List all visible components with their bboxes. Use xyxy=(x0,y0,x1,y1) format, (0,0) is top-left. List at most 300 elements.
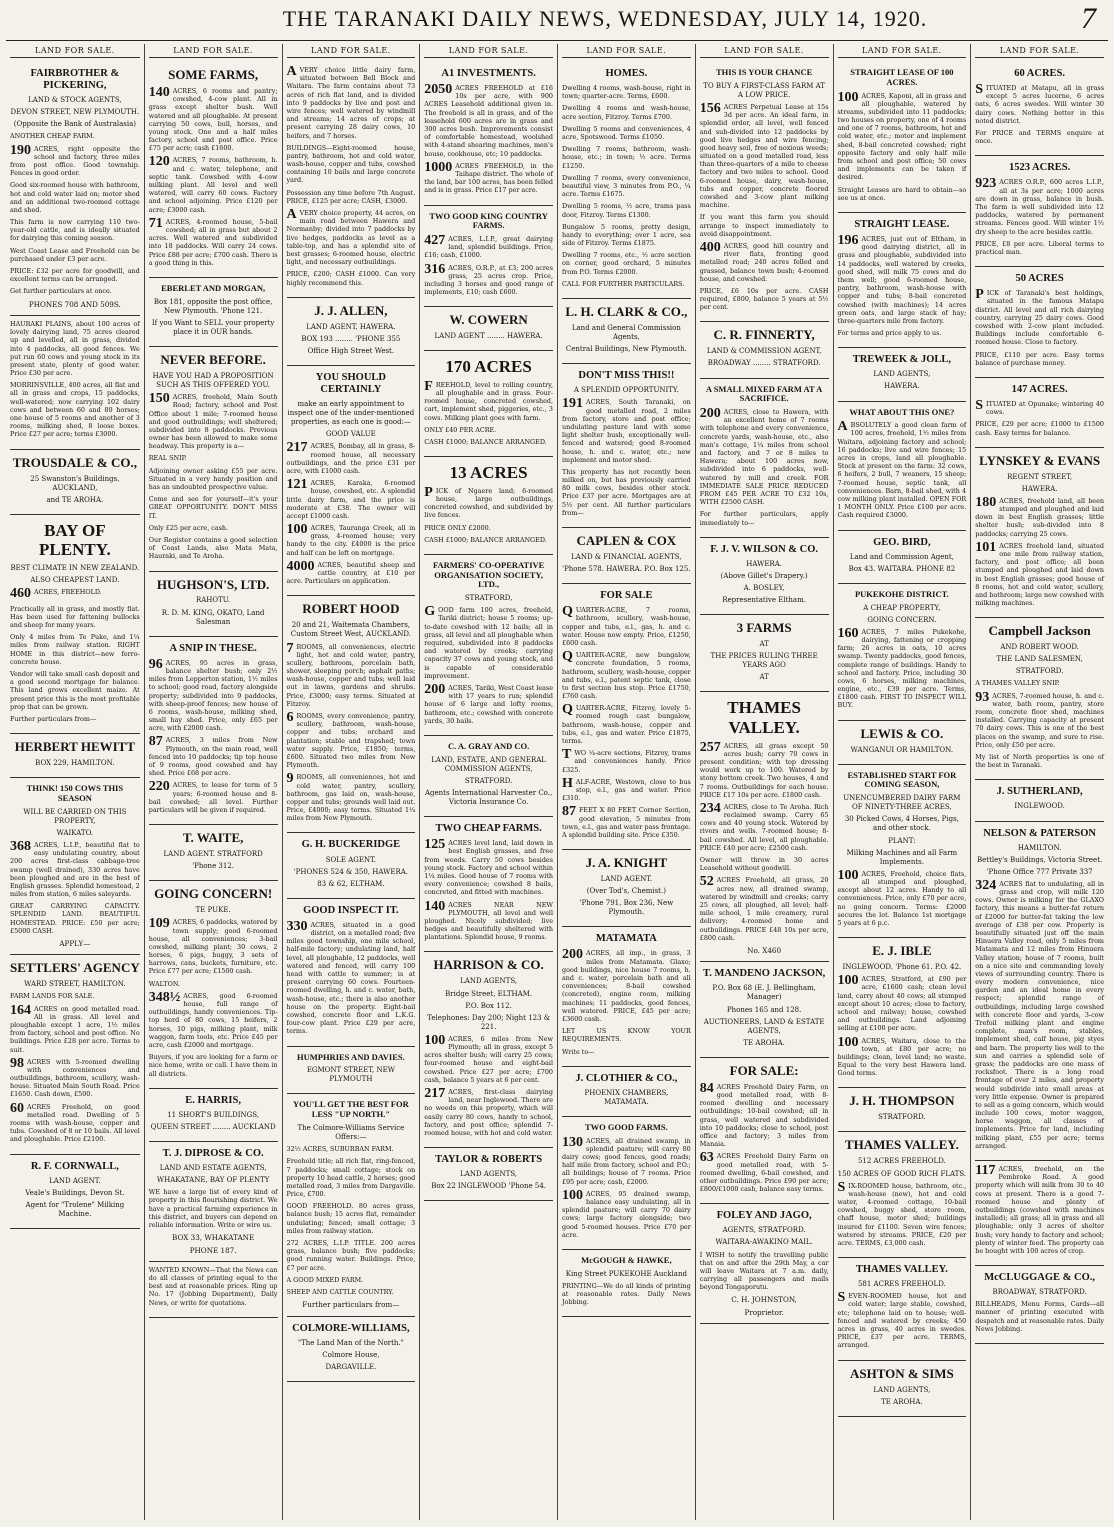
listing-text: Write to— xyxy=(562,1047,595,1056)
listing-text: ACRES with 5-roomed dwelling with conveniences and outbuildings, bathroom, scullery, wash-house. Situated Main South Road. Price £1650. Cash down, £500. xyxy=(10,1057,140,1099)
listing-lead-figure: 100 xyxy=(424,1032,446,1048)
listing-text: GOOD FREEHOLD. 80 acres grass, balance bush; 15 acres flat, remainder undulating; fenced; small cottage; 3 miles from railway station. xyxy=(286,1202,416,1235)
advertisement xyxy=(562,364,691,528)
listing-text: IX-ROOMED house, bathroom, etc., wash-house (new), hot and cold water, 4-roomed cottage, 10-bail cowshed, buggy shed, store room, chaff house, motor shed; buildings insured for £1100. Seven wire fences; watered by streams. PRICE, £20 per acre. TERMS, £3,000 cash. xyxy=(837,1181,967,1247)
listing-lead-figure: 125 xyxy=(424,837,446,853)
advertisement xyxy=(287,596,416,833)
advertisement xyxy=(838,1361,967,1417)
listing-item xyxy=(424,261,553,297)
listing-text: ACRES, Tauranga Creek, all in grass, 4-roomed house; very handy to the city. £4000 is the price and half can be left on mortgage. xyxy=(286,524,416,557)
listing-text: ACRES Freehold Dairy Farm, on good metalled road, with 8-roomed dwelling and necessary outbuildings; 10-bail cowshed; all in grass, well watered and subdivided into 10 paddocks; close to school, post office and factory; 3 miles from Manaia. xyxy=(699,1082,829,1149)
listing-item xyxy=(149,467,278,492)
ad-subheading: HAWERA. xyxy=(884,382,920,391)
ad-heading: COLMORE-WILLIAMS, xyxy=(292,1322,410,1334)
listing-lead-figure: 196 xyxy=(837,233,859,249)
ad-subheading: LAND AGENTS, xyxy=(873,1385,931,1394)
ad-subheading: STRATFORD, xyxy=(464,594,513,603)
ad-subheading: LAND AGENT. STRATFORD xyxy=(163,850,263,859)
ad-heading: NELSON & PATERSON xyxy=(983,827,1097,839)
listing-lead-figure: T xyxy=(562,747,572,763)
listing-lead-figure: 100 xyxy=(562,1187,583,1203)
ad-subheading: HAWERA. xyxy=(1021,484,1058,493)
listing-item xyxy=(287,1288,416,1296)
advertisement xyxy=(838,1258,967,1360)
listing-item xyxy=(975,679,1104,687)
advertisement xyxy=(975,267,1104,378)
ad-footer-line: Proprietor. xyxy=(744,1307,784,1317)
advertisement xyxy=(424,736,553,817)
ad-heading: 1523 ACRES. xyxy=(1008,162,1071,174)
advertisement xyxy=(149,62,278,278)
listing-text: ICK of Taranaki's best holdings, situated in the famous Matapu district. All level and all rich dairying country, carrying 25 dairy cows. Good cowshed with 2-cow plant included. Buildings include comfortable 6-roomed house. Close to factory. xyxy=(975,289,1104,347)
listing-lead-figure: 130 xyxy=(562,1134,583,1150)
listing-lead-figure: 120 xyxy=(148,154,170,170)
listing-item xyxy=(562,1282,691,1307)
listing-item xyxy=(562,125,691,141)
column-4 xyxy=(419,44,557,1520)
listing-item xyxy=(838,235,967,325)
listing-item xyxy=(562,145,691,170)
listing-text: UARTER-ACRE, 7 rooms, bathroom, scullery, wash-house, copper and tubs, e.l., gas, h. and c. water. House now empty. Price, £1250, £600 cash. xyxy=(562,606,691,647)
listing-item xyxy=(424,839,553,896)
advertisement xyxy=(700,692,829,962)
advertisement xyxy=(700,379,829,538)
advertisement xyxy=(700,615,829,692)
listing-lead-figure: 4000 xyxy=(286,558,315,574)
ad-subheading: TE AROHA. xyxy=(743,1038,785,1047)
listing-item xyxy=(10,670,140,711)
listing-item xyxy=(424,378,553,422)
ad-heading: THAMES VALLEY. xyxy=(844,1137,959,1153)
ad-subheading: EGMONT STREET, NEW PLYMOUTH xyxy=(306,1066,395,1084)
listing-item xyxy=(562,223,691,248)
listing-text: WO ¼-acre sections, Fitzroy, trams and conveniences handy. Price £325. xyxy=(562,749,691,774)
advertisement xyxy=(838,531,967,584)
listing-text: ACRES, Bombay, all in grass, 8-roomed house, all necessary outbuildings, and the price £31 per acre, with £1000 cash. xyxy=(286,442,416,475)
ad-subheading: A CHEAP PROPERTY, xyxy=(863,603,941,612)
ad-heading: STRAIGHT LEASE OF 100 ACRES. xyxy=(850,67,954,87)
listing-text: FEET X 80 FEET Corner Section, good elevation, 5 minutes from town, e.l., gas and water pass frontage. A splendid building site. Price £350. xyxy=(562,806,691,839)
listing-item xyxy=(149,918,278,975)
listing-text: ACRES, 95 drained swamp, balance easy undulating, all in splendid pasture; will carry 70 dairy cows; large factory alongside; two good 5-roomed houses. Price £70 per acre. xyxy=(562,1189,691,1239)
listing-item xyxy=(10,715,140,723)
listing-lead-figure: 427 xyxy=(424,233,446,249)
listing-item xyxy=(699,239,829,283)
listing-text: ITUATED at Opunake; wintering 40 cows. xyxy=(986,399,1104,417)
advertisement xyxy=(700,1058,829,1204)
listing-text: ACRES, 6 miles from New Plymouth; all in grass, except 5 acres shelter bush; will carry 25 cows; four-roomed house and eight-bail cowshed. Price £27 per acre; £700 cash, balance 5 years at 6 per cent. xyxy=(424,1034,553,1084)
ad-subheading: Box 181, opposite the post office, New Plymouth. 'Phone 121. xyxy=(153,297,273,315)
ad-subheading: BOX 229, HAMILTON. xyxy=(35,759,115,768)
listing-text: ACRES, situated in a good district, on a metalled road; five miles good township, one mile school, half-mile factory; undulating land, half level, all ploughable, 12 paddocks, well watered and fenced, will carry 100 head with cattle to summer; is at present carrying 60 cows. Fourteen-roomed dwelling, h. and c. water, bath, wash-house, etc.; there is also another house on the property. Eight-bail cowshed, concrete floor and L.K.G. four-cow plant. Price £29 per acre, terms. xyxy=(286,920,416,1036)
ad-subheading: If you Want to SELL your property place it in OUR hands. xyxy=(151,318,275,336)
ad-heading: DON'T MISS THIS!! xyxy=(578,370,675,382)
listing-item xyxy=(286,918,416,1036)
listing-item xyxy=(837,867,967,927)
listing-lead-figure: 100 xyxy=(837,1034,859,1050)
listing-lead-figure: P xyxy=(424,484,433,500)
ad-subheading: 'Phone 791, Box 236, New Plymouth. xyxy=(579,899,674,917)
listing-lead-figure: 460 xyxy=(10,586,31,602)
listing-lead-figure: 100 xyxy=(837,867,859,883)
listing-lead-figure: 71 xyxy=(148,215,163,231)
listing-item xyxy=(424,426,553,434)
listing-item xyxy=(10,218,140,243)
listing-lead-figure: S xyxy=(837,1290,846,1306)
ad-subheading: AGENTS, STRATFORD. xyxy=(722,1226,806,1235)
listing-text: ACRES, just out of Eltham, in good dairying district, all in grass and ploughable, subdivided into 14 paddocks, well watered by creeks, good shed, will milk 75 cows and do them well; good 6-roomed house, pantry, bathroom, wash-house with copper and tubs; 8-bail concreted cowshed (with machines); 14 acres green oats, and large stack of hay; three-quarters mile from factory. xyxy=(837,235,967,325)
ad-subheading: Land and Commission Agent, xyxy=(849,552,954,561)
listing-text: PRICE, £29 per acre; £1000 to £1500 cash. Easy terms for balance. xyxy=(975,420,1104,437)
listing-lead-figure: H xyxy=(562,775,573,791)
ad-heading: FARMERS' CO-OPERATIVE ORGANISATION SOCIETY, LTD., xyxy=(432,559,545,590)
listing-lead-figure: 98 xyxy=(10,1055,24,1071)
listing-text: ACRES, 7 rooms, bathroom, h. and c. water, telephone, and septic tank. Cowshed with 4-cow milking plant. All level and well watered, will carry 60 cows. Factory and school adjoining. Price £120 per acre; £3000 cash. xyxy=(148,156,278,214)
ad-subheading: BROADWAY ........ STRATFORD. xyxy=(707,359,821,368)
ad-subheading: UNENCUMBERED DAIRY FARM OF NINETY-THREE ACRES, xyxy=(843,794,961,812)
ad-subheading: INGLEWOOD. 'Phone 61. P.O. 42. xyxy=(842,963,962,972)
listing-item xyxy=(837,89,967,182)
listing-item xyxy=(10,605,140,630)
ad-subheading: make an early appointment to inspect one of the under-mentioned properties, as each one is good:— xyxy=(287,400,415,427)
listing-item xyxy=(10,1055,140,1099)
ad-subheading: A. BOSLEY, xyxy=(743,583,785,592)
listing-text: ROOMS, every convenience, pantry, scullery, bathroom, wash-house, copper and tubs; orchard and plantation; stable and trapshed; town water supply. Price, £1850; terms, £600. Situated two miles from New Plymouth. xyxy=(286,712,416,770)
listing-item xyxy=(424,898,553,942)
advertisement xyxy=(424,307,553,351)
column-6 xyxy=(695,44,833,1520)
listing-lead-figure: 220 xyxy=(148,779,170,795)
listing-text: REEHOLD, level to rolling country, all ploughable and in grass. Four-roomed house, concreted cowshed, cart, implement shed, piggeries, etc., 3 cows. Milking plant goes with farm. xyxy=(424,380,553,422)
ad-heading: BAY OF PLENTY. xyxy=(39,520,111,560)
listing-text: ACRES, 3 miles from New Plymouth, on the main road, well fenced into 10 paddocks; tip top house of 9 rooms, good cowshed and hay shed. Price £68 per acre. xyxy=(148,736,278,778)
listing-item xyxy=(149,1188,278,1229)
ad-heading: HUMPHRIES AND DAVIES. xyxy=(296,1051,405,1062)
ad-subheading: PLANT: xyxy=(888,836,916,845)
listing-text: Dwelling 4 rooms and wash-house, acre section, Fitzroy. Terms £700. xyxy=(562,104,691,121)
listing-item xyxy=(286,558,416,586)
listing-item xyxy=(424,159,553,195)
listing-text: HAURAKI PLAINS, about 100 acres of lovely dairying land, 75 acres cleared up and levelled, all in grass, divided into 4 paddocks, all good fences. We put run 60 cows and young stock in its present state, plenty of good water. Price £30 per acre. xyxy=(10,319,140,378)
ad-heading: THAMES VALLEY. xyxy=(727,698,801,738)
ad-heading: 13 ACRES xyxy=(449,463,528,483)
advertisement xyxy=(10,62,140,316)
listing-text: ACRES, L.I.P., great dairying land, splendid buildings. Price, £16; cash, £1000. xyxy=(424,235,553,260)
listing-item xyxy=(699,739,829,799)
page-number: 7 xyxy=(1081,2,1096,35)
listing-item xyxy=(149,524,278,532)
ad-subheading: Land and General Commission Agents, xyxy=(571,323,681,342)
ad-subheading: LAND AGENTS, xyxy=(460,977,518,986)
listing-item xyxy=(699,800,829,852)
advertisement xyxy=(975,448,1104,619)
ad-subheading: RAHOTU. xyxy=(195,596,231,605)
listing-text: ACRES, Tariki, West Coast lease with 17 years to run; splendid house of 6 large and lofty rooms, bathroom, etc.; cowshed with concrete yards, 30 bails. xyxy=(424,683,553,725)
advertisement xyxy=(838,213,967,348)
ad-heading: TAYLOR & ROBERTS xyxy=(435,1154,543,1166)
ad-subheading: LAND & STOCK AGENTS, xyxy=(28,96,122,105)
ad-subheading: LAND, ESTATE, AND GENERAL COMMISSION AGENTS, xyxy=(431,755,546,773)
listing-text: PRICE ONLY £2000. xyxy=(424,523,491,532)
listing-text: PRICE, £200; CASH £1000. Can very highly recommend this. xyxy=(286,270,416,287)
column-8 xyxy=(970,44,1108,1520)
listing-item xyxy=(700,856,829,872)
listing-text: Adjoining owner asking £55 per acre. Situated in a very handy position and has an undoubted prospective value. xyxy=(148,466,278,492)
ad-heading: C. A. GRAY AND CO. xyxy=(447,740,530,751)
ad-footer-line: APPLY— xyxy=(59,939,91,949)
listing-text: ACRES Freehold, on good metalled road. Dwelling of 5 rooms with wash-house, copper and tubs. Cowshed of 8 or 10 bails. All level and ploughable. Price £2100. xyxy=(10,1102,140,1144)
listing-text: West Coast Lease and Freehold can be purchased under £3 per acre. xyxy=(10,246,140,263)
ad-subheading: AT xyxy=(759,673,769,682)
listing-item xyxy=(287,144,416,185)
advertisement xyxy=(700,538,829,615)
ad-heading: GOOD INSPECT IT. xyxy=(303,904,399,916)
listing-text: PRICE, £8 per acre. Liberal terms to practical man. xyxy=(975,239,1104,256)
listing-item xyxy=(562,606,691,647)
ad-subheading: THE LAND SALESMEN, xyxy=(996,655,1083,664)
ad-heading: Campbell Jackson xyxy=(988,623,1091,639)
listing-text: I WISH to notify the travelling public that on and after the 29th May, a car will leave Waitara at 7 a.m. daily, carrying all passengers and mails beyond Tongaporutu. xyxy=(699,1250,829,1292)
ad-subheading: King Street PUKEKOHE Auckland xyxy=(565,1269,687,1278)
ad-subheading: AUCTIONEERS, LAND & ESTATE AGENTS, xyxy=(703,1017,825,1035)
listing-item xyxy=(287,1202,416,1235)
listing-text: GREAT CARRYING CAPACITY. SPLENDID LAND. BEAUTIFUL HOMESTEAD. PRICE: £50 per acre; £5000 CASH. xyxy=(10,902,140,935)
ad-subheading: (Over Tod's, Chemist.) xyxy=(586,887,666,896)
listing-text: Vendor will take small cash deposit and a good second mortgage for balance. This land grows excellent maize. At present price this is the most profitable prop that can be grown. xyxy=(10,669,140,711)
listing-text: ACRES, 95 acres in grass, balance shelter bush; only 2½ miles from Lepperton station, 1½ miles to school; good road, factory alongside property; subdivided into 9 paddocks, with sheep-proof fences; new house of 6 rooms, wash-house, milking shed, small hay shed. Price, only £65 per acre, with £2000 cash. xyxy=(148,658,278,733)
listing-item xyxy=(10,1100,140,1144)
listing-item xyxy=(562,749,691,774)
listing-item xyxy=(287,479,416,520)
listing-item xyxy=(837,1179,967,1248)
ad-heading: E. J. IBLE xyxy=(872,943,932,959)
listing-text: ACRES Perpetual Lease at 15s 3d per acre. An ideal farm, in splendid order, all level, well fenced and sub-divided into 12 paddocks by good live hedges and wire fencing; good heavy soil, free of noxious weeds; situated on a good metalled road, less than three-quarters of a mile to cheese factory and two miles to school. Good 6-roomed house, dairy, wash-house, tubs and copper, concrete floored cowshed and 3-cow plant milking machine. xyxy=(699,102,829,210)
listing-text: ACRES, L.I.P., beautiful flat to easy undulating country, about 200 acres first-class cabbage-tree swamp (well drained), 330 acres have been ploughed and are in the best of English grasses. Splendid homestead, 2 miles from station, 6 miles saleyards. xyxy=(10,840,140,899)
advertisement xyxy=(838,348,967,401)
advertisement xyxy=(975,62,1104,156)
listing-item xyxy=(562,1187,691,1239)
listing-item xyxy=(10,132,140,140)
listing-item xyxy=(10,838,140,899)
ad-subheading: (Above Gillet's Drapery.) xyxy=(720,571,808,580)
listing-lead-figure: 100 xyxy=(837,973,859,989)
ad-heading: FOLEY AND JAGO, xyxy=(716,1210,812,1222)
ad-heading: SETTLERS' AGENCY xyxy=(10,960,140,976)
advertisement xyxy=(975,1266,1104,1344)
advertisement xyxy=(975,378,1104,448)
listing-item xyxy=(838,421,967,519)
listing-item xyxy=(287,66,416,140)
ad-subheading: GOOD VALUE xyxy=(325,430,376,439)
listing-text: ACRES, all drained swamp, in splendid pasture; will carry 80 dairy cows; good fences, good roads; half mile from factory, school and P.O.; all buildings; house of 7 rooms. Price £95 per acre; cash, £2000. xyxy=(562,1136,691,1186)
listing-item xyxy=(700,408,829,506)
listing-item xyxy=(149,536,278,561)
advertisement xyxy=(10,778,140,955)
listing-text: Our Register contains a good selection of Coast Lands, also Mata Mata, Hauraki, and Te Aroha. xyxy=(148,535,278,561)
listing-text: ACRES FREEHOLD, in the Taihape district. The whole of the land, bar 100 acres, has been felled and is in grass. Price £17 per acre. xyxy=(424,161,553,195)
listing-text: CALL FOR FURTHER PARTICULARS. xyxy=(562,279,685,288)
ad-subheading: QUEEN STREET ........ AUCKLAND xyxy=(150,1122,276,1131)
listing-item xyxy=(975,420,1104,436)
listing-item xyxy=(562,1027,691,1043)
advertisement xyxy=(287,62,416,298)
advertisement xyxy=(838,938,967,1088)
listing-item xyxy=(562,806,691,839)
listing-lead-figure: 117 xyxy=(975,1163,996,1179)
listing-text: Only 4 miles from Te Puke, and 1¼ miles from railway station. RIGHT HOME in this district—new ferro-concrete house. xyxy=(10,633,140,666)
listing-item xyxy=(149,393,278,450)
listing-lead-figure: 60 xyxy=(10,1100,24,1116)
ad-heading: 3 FARMS xyxy=(736,620,792,636)
ad-subheading: P.O. Box 68 (E. J. Bellingham, Manager) xyxy=(712,984,816,1002)
listing-item xyxy=(287,773,416,822)
listing-text: ACRES, Kaponi, all in grass and all ploughable, watered by streams, subdivided into 11 paddocks; two houses on property, one of 4 rooms and one of 7 rooms, bathroom, hot and cold water, etc.; motor and implement shed, 8-bail concreted cowshed; right opposite factory and only half mile from school and post office; 50 cows and implements can be taken if desired. xyxy=(837,91,967,182)
ad-footer-line: BOX 33, WHAKATANE xyxy=(172,1233,255,1243)
advertisement xyxy=(287,1094,416,1316)
listing-item xyxy=(975,753,1104,769)
column-1 xyxy=(6,44,144,1520)
ad-subheading: TE AROHA. xyxy=(881,1397,923,1406)
listing-text: ROOMS, all conveniences, hot and cold water, pantry, scullery, bathroom, gas laid on, wash-house, copper and tubs; grounds well laid out. Price, £4000; easy terms. Situated 1¼ miles from New Plymouth. xyxy=(286,773,416,823)
column-heading: LAND FOR SALE. xyxy=(287,46,416,58)
listing-text: ACRES O.R.P., 600 acres L.I.P., all at 3s per acre; 1000 acres are down in grass, balance in bush. The farm is well subdivided into 12 paddocks, watered by permanent streams. Fences good. Will winter 1½ dry sheep to the acre besides cattle. xyxy=(975,178,1104,236)
listing-text: ACRES, FREEHOLD. xyxy=(34,588,102,597)
listing-text: ITUATED at Matapu, all in grass except 5 acres lucerne, 6 acres oats, 6 acres swedes. Will winter 30 dairy cows. Nothing better in this noted district. xyxy=(975,84,1104,125)
ad-footer-line: PHONES 708 AND 509S. xyxy=(28,299,121,309)
listing-lead-figure: Q xyxy=(562,649,573,665)
ad-subheading: HAVE YOU HAD A PROPOSITION SUCH AS THIS OFFERED YOU. xyxy=(152,371,274,390)
listing-lead-figure: 101 xyxy=(975,539,997,555)
ad-heading: J. SUTHERLAND, xyxy=(996,786,1083,798)
ad-subheading: Phones 165 and 128. xyxy=(726,1005,802,1014)
listing-item xyxy=(149,1266,278,1307)
advertisement xyxy=(10,1155,140,1229)
listing-item xyxy=(838,975,967,1032)
ad-subheading: 'Phone 312. xyxy=(192,862,235,871)
listing-item xyxy=(975,84,1104,125)
listing-text: Good six-roomed house with bathroom, hot and cold water laid on; motor shed and an additional two-roomed cottage and shed. xyxy=(10,181,140,214)
ad-subheading: Veale's Buildings, Devon St. xyxy=(25,1188,125,1197)
ad-subheading: BEST CLIMATE IN NEW ZEALAND. xyxy=(10,563,140,572)
listing-text: For PRICE and TERMS enquire at once. xyxy=(975,129,1104,146)
listing-text: PRICE, £110 per acre. Easy terms balance of purchase money. xyxy=(975,350,1104,367)
ad-subheading: WARD STREET, HAMILTON. xyxy=(24,980,126,989)
listing-text: OOD farm 100 acres, freehold, Tariki district; house 5 rooms; up-to-date cowshed with 12 bails; all in grass, all level and all ploughable when required, subdivided into 8 paddocks and watered by creeks; carrying capacity 37 cows and young stock, and is capable of considerable improvement. xyxy=(424,606,553,680)
listing-item xyxy=(10,588,140,601)
listing-text: Bungalow 5 rooms, pretty design, handy to everything; over 1 acre, sea side of Fitzroy. Terms £1875. xyxy=(562,222,691,248)
advertisement xyxy=(424,457,553,555)
listing-lead-figure: S xyxy=(975,82,984,98)
ad-heading: McGOUGH & HAWKE, xyxy=(581,1254,672,1265)
listing-text: Further particulars from— xyxy=(10,714,97,723)
listing-text: 32½ ACRES, SUBURBAN FARM. xyxy=(286,1145,394,1154)
listing-item xyxy=(149,156,278,213)
ad-heading: YOU SHOULD CERTAINLY xyxy=(315,371,387,395)
listing-item xyxy=(286,640,416,709)
listing-item xyxy=(424,1032,553,1084)
listing-lead-figure: 190 xyxy=(10,142,31,158)
listing-text: Dwelling 4 rooms, wash-house, right in town; quarter-acre. Terms, £600. xyxy=(562,84,691,101)
listing-item xyxy=(149,736,278,777)
advertisement xyxy=(562,1250,691,1317)
listing-text: WE have a large list of every kind of property in this flourishing district. We have a practical farming experience in this district, and buyers can depend on reliable information. Write or wire us. xyxy=(148,1188,278,1229)
advertisement xyxy=(10,955,140,1154)
ad-heading: ROBERT HOOD xyxy=(302,601,400,617)
ad-heading: GEO. BIRD, xyxy=(873,536,931,548)
listing-lead-figure: 200 xyxy=(424,681,446,697)
listing-text: ACRES, all imp., in grass, 3 miles from Matamata. Glaxo; good buildings, nice house 7 rooms, h. and c. water, porcelain bath and all conveniences; 8-bail cowshed (concreted), engine room, milking machines; 11 paddocks, good fences, well watered. PRICE, £45 per acre; £3600 cash. xyxy=(562,949,691,1023)
listing-item xyxy=(562,104,691,120)
listing-lead-figure: 2050 xyxy=(424,82,453,98)
listing-lead-figure: A xyxy=(837,419,848,435)
listing-lead-figure: S xyxy=(837,1179,846,1195)
listing-text: ACRES FREEHOLD at £16 10s per acre, with 900 ACRES Leasehold additional given in. The freehold is all in grass, and of the leasehold 600 acres are in grass and 300 acres bush. Improvements consist of comfortable homestead, woolshed with 4-stand shearing machines, men's house, cookhouse, etc; 10 paddocks. xyxy=(424,84,553,158)
ad-heading: McCLUGGAGE & CO., xyxy=(984,1272,1096,1284)
listing-text: REAL SNIP. xyxy=(148,454,187,463)
listing-text: Dwelling 7 rooms, etc., ½ acre section on corner, good orchard, 5 minutes from P.O. Terms £2000. xyxy=(562,251,691,276)
advertisement xyxy=(975,822,1104,1162)
ad-heading: CAPLEN & COX xyxy=(576,533,677,548)
listing-text: ROOMS, all conveniences, electric light, hot and cold water, pantry, scullery, bathroom, porcelain bath, shower, sleeping porch; asphalt paths; wash-house, copper and tubs; well laid out in lawns, gardens and shrubs. Price, £3000; easy terms. Situated at Fitzroy. xyxy=(286,642,416,708)
ad-subheading: Telephones: Day 200; Night 123 & 221. xyxy=(427,1013,551,1031)
listing-item xyxy=(975,1165,1104,1255)
listing-item xyxy=(700,876,829,942)
listing-item xyxy=(975,178,1104,235)
listing-lead-figure: 180 xyxy=(975,494,997,510)
ad-subheading: GOING CONCERN. xyxy=(867,615,937,624)
advertisement xyxy=(838,62,967,213)
ad-heading: 147 ACRES. xyxy=(1011,383,1068,395)
listing-item xyxy=(10,320,140,377)
ad-subheading: Box 43. WAITARA. PHONE 82 xyxy=(848,564,956,573)
listing-item xyxy=(975,539,1104,608)
advertisement xyxy=(287,298,416,366)
listing-item xyxy=(700,213,829,238)
ad-subheading: AND ROBERT WOOD. xyxy=(1000,643,1079,652)
listing-lead-figure: 191 xyxy=(562,396,583,412)
listing-lead-figure: 9 xyxy=(286,771,294,787)
ad-heading: STRAIGHT LEASE. xyxy=(854,218,950,230)
ad-subheading: Milking Machines and all Farm Implements. xyxy=(846,848,958,866)
listing-text: ACRES, right opposite the school and factory, three miles from post office. Good township. Fences in good order. xyxy=(10,144,140,178)
listing-item xyxy=(148,989,278,1049)
listing-item xyxy=(562,251,691,276)
advertisement xyxy=(424,206,553,308)
listing-lead-figure: 1000 xyxy=(424,159,453,175)
ad-footer-line: PHONE 187. xyxy=(189,1245,237,1255)
ad-subheading: 581 ACRES FREEHOLD. xyxy=(857,1280,946,1289)
listing-item xyxy=(975,397,1104,417)
listing-text: ACRES, beautiful sheep and cattle country, at £10 per acre. Particulars on application. xyxy=(286,560,416,586)
ad-subheading: LAND AGENT. xyxy=(49,1176,101,1185)
advertisement xyxy=(10,316,140,450)
listing-item xyxy=(562,84,691,100)
advertisement xyxy=(149,825,278,881)
listing-text: ACRES Freehold, all grass, 20 acres new, all drained swamp, watered by windmill and creeks; carry 25 cows, all ploughed, all level; half-mile school, 1 mile creamery, rural delivery; 4-roomed home and outbuildings. PRICE £48 10s per acre, £800 cash. xyxy=(699,876,829,942)
listing-item xyxy=(838,329,967,337)
listing-lead-figure: 257 xyxy=(699,739,721,755)
listing-item xyxy=(287,189,416,205)
ad-heading: TWO GOOD FARMS. xyxy=(585,1121,668,1132)
advertisement xyxy=(562,62,691,299)
ad-heading: HOMES. xyxy=(605,68,648,79)
listing-item xyxy=(149,781,278,814)
listing-item xyxy=(975,494,1104,538)
listing-item xyxy=(562,775,691,803)
listing-text: Dwelling 7 rooms, bathroom, wash-house, etc.; in town; ½ acre. Terms £1250. xyxy=(562,145,691,170)
ad-heading: THAMES VALLEY. xyxy=(855,1264,948,1276)
ad-subheading: WILL BE CARRIED ON THIS PROPERTY, xyxy=(23,807,127,825)
